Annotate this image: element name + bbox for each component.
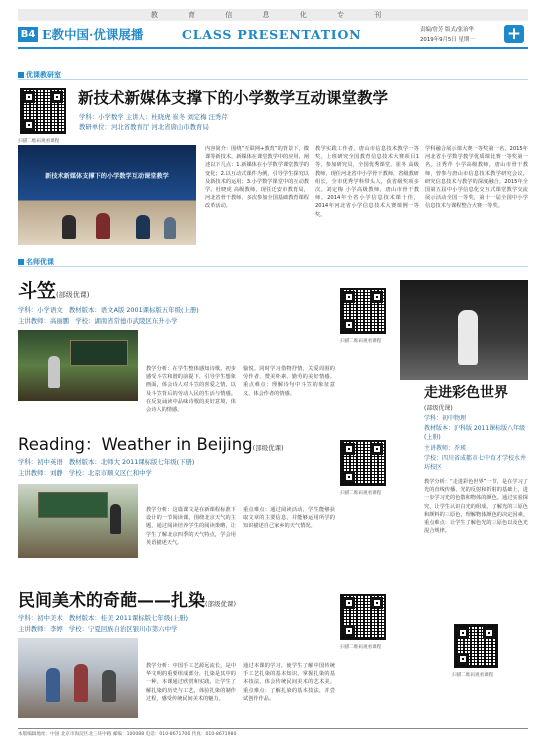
- footer-rule: [18, 728, 528, 729]
- side-lesson-body: 教学分析：“走进彩色世界”一节，是在学习了光的直线传播、光的反射和折射的基础上，进一步学习光的色散和物体的颜色。通过实验探究，让学生认识白光的组成，了解光的三原色和颜料的三原色，理解物体颜色的决定因素。重点难点：让学生了解色光的三原色以及色光混合规律。: [424, 479, 528, 535]
- lesson-meta-row1: 学科：初中美术 教材版本：桂美 2011课标版七年级(上册): [18, 614, 188, 622]
- editor-credit: 责编/詹芳 版式/张治华: [420, 27, 474, 33]
- lesson1-column-1: 教学分析：在学生整体感知诗歌，初步感受斗笠和谐的前提下，引导学生想象画面，体会诗人对斗笠的喜爱之情，以及斗笠背后的劳动人民的生活与情感。在反复诵读中品味诗歌的美好意境，体会诗人的情感。: [146, 366, 236, 414]
- issue-date: 2019年9月5日 星期一: [420, 37, 475, 43]
- section-marker-icon: [18, 72, 24, 78]
- qr-caption: 扫描二维码观看课程: [18, 139, 60, 144]
- cross-logo-icon: +: [504, 25, 524, 43]
- lesson1-video-still[interactable]: [18, 330, 138, 401]
- lesson2-video-still[interactable]: [18, 484, 138, 558]
- side-lesson-subject: 学科：初中物理: [424, 415, 467, 422]
- feature-column-2: 教学实践工作者，唐山市信息技术教学一等奖。上班研究全国教育信息技术大赛项目1等，参加研究员，全国优秀课堂。崔冬 高级教师，现任河北省中小学骨干教师，省级教研组长，全市优秀学科带头人，获省级奖项多次。刘定梅 小学高级教师，唐山市骨干教师。2014年全省小学信息技术课十佳，2014年河北省小学信息技术大赛课例一等奖。: [315, 146, 419, 218]
- lesson3-video-still[interactable]: [18, 638, 138, 718]
- lesson3-column-1: 教学分析：中国手工艺源远流长，是中华文明的重要组成部分，扎染是其中的一种。本课通过欣赏和实践，让学生了解扎染的历史与工艺，体验扎染的制作过程，感受传统民间美术的魅力。: [146, 663, 236, 702]
- masthead-tagline: 教 育 信 息 化 专 刊: [150, 11, 396, 19]
- footer-text: 本版编辑地址：中国 北京市海淀区北三环中路 邮编：100088 电话：010-8671706 传真：010-8671980: [18, 732, 237, 737]
- section-divider: [18, 79, 528, 80]
- feature-column-3: 学科融合展示课大赛一等奖第一名，2015年河北省小学数学教学优质课比赛一等奖第一名。汪秀芹 小学高级教师，唐山市骨干教师，曾参与唐山市信息技术教学研究会议，研究信息技术与教学的深度融合。2015年全国第五届中小学信息化交互式课堂教学交流展示活动全国一等奖，第十一届全国中小学信息技术与课程整合大赛一等奖。: [425, 146, 528, 210]
- lesson-title: 民间美术的奇葩——扎染(部级优课): [18, 591, 237, 611]
- lesson1-column-2: 愉悦。同时学习借物抒情，关爱周围的劳作者，赞美朴素、勤劳的美好情感。重点难点：理解诗句中斗笠的象征意义，体会作者的情感。: [243, 366, 335, 397]
- video-title-banner: 新技术新媒体支撑下的小学数学互动课堂教学: [45, 173, 169, 180]
- side-lesson-title: 走进彩色世界: [424, 385, 508, 401]
- feature-video-still[interactable]: [18, 145, 196, 245]
- lesson-meta-row2: 主讲教师：刘静 学校：北京市顺义区仁和中学: [18, 469, 152, 477]
- feature-title: 新技术新媒体支撑下的小学数学互动课堂教学: [78, 89, 389, 107]
- student-figure: [74, 664, 88, 702]
- lesson-meta-row1: 学科：小学语文 教材版本：语文A版 2001课标版五年级(上册): [18, 306, 199, 314]
- classroom-board: [38, 492, 108, 518]
- section-label-research: 优课教研室: [18, 70, 61, 80]
- section-marker-icon: [18, 259, 24, 265]
- side-lesson-school: 学校：四川省成都市七中育才学校水井坊校区: [424, 455, 527, 471]
- page-number: B4: [18, 27, 38, 42]
- student-figure: [102, 670, 116, 702]
- lesson2-column-1: 教学分析：这篇课文是在新课程标准下设计的一节阅读课。围绕北京天气的主题，通过阅读培养学生的阅读策略，让学生了解北京四季的天气特点，学会用英语描述天气。: [146, 507, 236, 546]
- side-lesson-tag: (部级优课): [424, 405, 453, 412]
- classroom-board: [70, 340, 128, 366]
- presenter-figure: [164, 217, 176, 239]
- presenter-figure: [136, 215, 150, 239]
- section-label-teachers: 名师优课: [18, 257, 54, 267]
- lesson-meta-row2: 主讲教师：李婷 学校：宁夏回族自治区银川市第六中学: [18, 625, 178, 633]
- qr-caption: 扫描二维码观看课程: [340, 645, 382, 650]
- section-name: E教中国·优课展播: [42, 27, 144, 42]
- teacher-figure: [48, 356, 60, 388]
- presenter-figure: [96, 213, 110, 239]
- feature-meta-subject: 学科：小学数学 主讲人：杜晓虎 崔冬 刘定梅 汪秀芹: [79, 113, 228, 121]
- qr-code-lesson1[interactable]: [340, 288, 386, 334]
- qr-caption: 扫描二维码观看课程: [452, 673, 494, 678]
- masthead-rule: [18, 47, 528, 49]
- presenter-figure: [62, 215, 76, 239]
- qr-code-feature[interactable]: [20, 88, 66, 134]
- lesson-meta-row1: 学科：初中英语 教材版本：北师大 2011课标版七年级(下册): [18, 458, 195, 466]
- student-figure: [46, 668, 60, 702]
- lesson-title: Reading：Weather in Beijing(部级优课): [18, 435, 284, 454]
- lesson3-column-2: 通过本课的学习，使学生了解中国传统手工艺扎染的基本知识，掌握扎染的基本技法，体会传统民间美术的艺术美。重点难点：了解扎染的基本技法，并尝试创作作品。: [243, 663, 335, 702]
- qr-code-side[interactable]: [454, 624, 498, 668]
- teacher-figure: [110, 504, 121, 534]
- feature-column-1: 内容简介：围绕“互联网+教育”的背景下，微课等新技术、新媒体在课堂教学中的应用，阐述以下几点：1.新媒体在小学数学课堂教学的变化；2.以互动式课件为例，引导学生探究以及新技术的运用；3.小学数学课堂中的互动教学。杜晓虎 高级教师，现任迁安市教育局，河北省骨干教师，多次参加全国基础教育课程改革活动。: [205, 146, 309, 210]
- qr-caption: 扫描二维码观看课程: [340, 339, 382, 344]
- teacher-figure: [458, 310, 478, 365]
- lesson2-column-2: 重点难点：通过阅读活动，学生能够获取文章的主要信息，并能够运用所学的知识描述自己家乡的天气情况。: [243, 507, 335, 530]
- side-lesson-photo[interactable]: [400, 280, 528, 380]
- qr-caption: 扫描二维码观看课程: [340, 491, 382, 496]
- feature-meta-unit: 教研单位：河北省教育厅 河北省唐山市教育局: [79, 123, 209, 131]
- qr-code-lesson2[interactable]: [340, 440, 386, 486]
- section-name-en: CLASS PRESENTATION: [182, 27, 362, 42]
- qr-code-lesson3[interactable]: [340, 594, 386, 640]
- side-lesson-textbook: 教材版本：沪科版 2011课标版八年级(上册): [424, 425, 526, 441]
- section-divider: [18, 266, 528, 267]
- side-lesson-teacher: 主讲教师：乔瑛: [424, 445, 467, 452]
- lesson-title: 斗笠(部级优课): [18, 280, 90, 302]
- lesson-meta-row2: 主讲教师：高丽鹏 学校：湖南省常德市武陵区东升小学: [18, 317, 178, 325]
